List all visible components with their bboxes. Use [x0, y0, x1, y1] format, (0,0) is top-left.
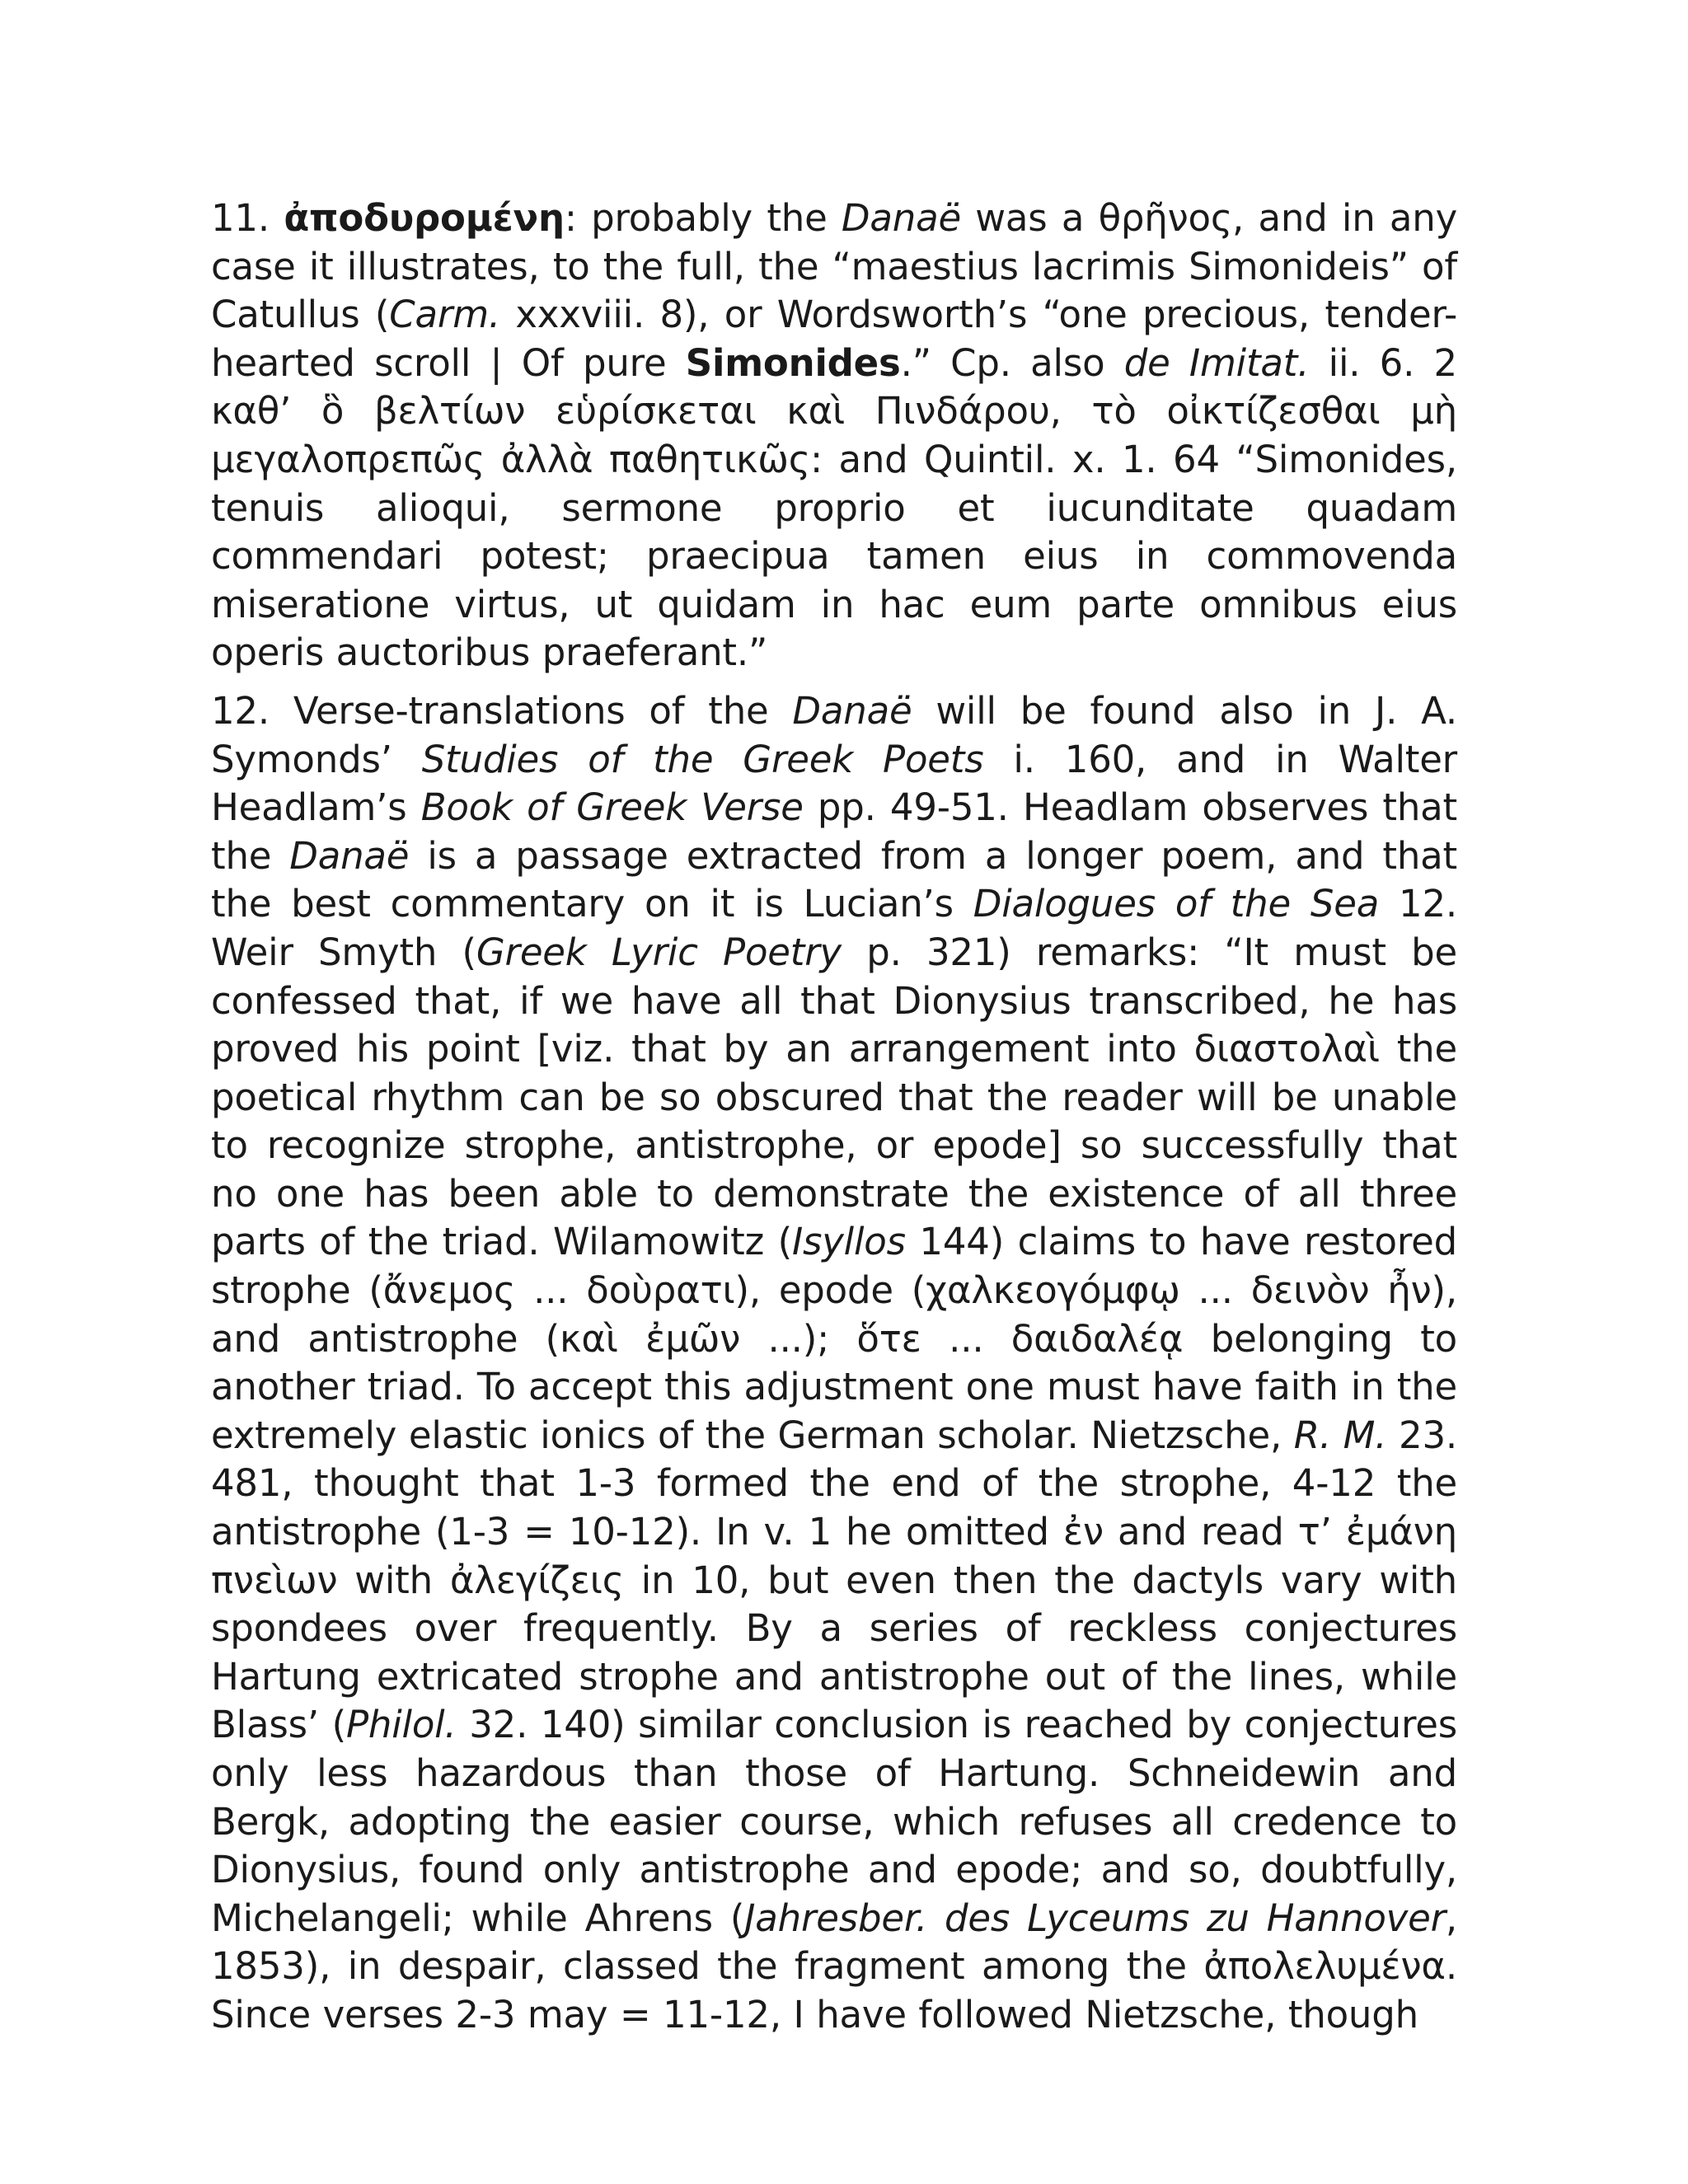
italic-title: Carm. — [389, 293, 500, 337]
italic-title: R. M. — [1293, 1413, 1387, 1457]
note-12-paragraph — [211, 687, 1457, 2040]
italic-title: Jahresber. des Lyceums zu Hannover — [744, 1896, 1446, 1940]
note-text: 144) claims to have restored strophe (ἄνεμος ... δοὺρατι), epode (χαλκεογόμφῳ ... δεινὸν ἦν), and antistrophe (καὶ ἐμῶν ...); ὅτε ... δαιδαλέᾳ belonging to another triad. To accept this adjustment one must have faith in the extremely elastic ionics of the German scholar. Nietzsche, — [211, 1220, 1457, 1457]
note-text: is a passage extracted from a longer poem, and that the best commentary on it is Lucian’s — [211, 833, 1457, 926]
italic-title: de Imitat. — [1123, 340, 1310, 385]
note-text: .” Cp. also — [900, 340, 1124, 385]
note-text: : probably the — [564, 196, 842, 240]
note-text: 12. Verse-translations of the — [211, 688, 793, 733]
note-text: 32. 140) similar conclusion is reached by conjectures only less hazardous than those of Hartung. Schneidewin and Bergk, adopting the easier course, which refuses all credence to Dionysius, found only antistrophe and epode; and so, doubtfully, Michelangeli; while Ahrens ( — [211, 1703, 1458, 1940]
note-text: 23. 481, thought that 1-3 formed the end of the strophe, 4-12 the antistrophe (1-3 = 10-12). In v. 1 he omitted ἐν and read τ’ ἐμάνη πνεὶων with ἀλεγίζεις in 10, but even then the dactyls vary with spondees over frequently. By a series of reckless conjectures Hartung extricated strophe and antistrophe out of the lines, while Blass’ ( — [211, 1413, 1457, 1747]
note-text: i. 160, and in Walter Headlam’s — [211, 737, 1457, 830]
italic-title: Danaë — [792, 688, 912, 733]
italic-title: Dialogues of the Sea — [973, 882, 1380, 926]
italic-title: Book of Greek Verse — [420, 785, 804, 830]
bold-term: Simonides — [685, 340, 901, 385]
note-11-paragraph — [211, 194, 1457, 677]
note-text: , 1853), in despair, classed the fragment among the ἀπολελυμένα. Since verses 2-3 may = 11-12, I have followed Nietzsche, though — [211, 1896, 1457, 2036]
note-text: p. 321) remarks: “It must be confessed that, if we have all that Dionysius transcribed, he has proved his point [viz. that by an arrangement into διαστολαὶ the poetical rhythm can be so obscured that the reader will be unable to recognize strophe, antistrophe, or epode] so successfully that no one has been able to demonstrate the existence of all three parts of the triad. Wilamowitz ( — [211, 930, 1457, 1264]
italic-title: Greek Lyric Poetry — [476, 930, 842, 974]
italic-title: Studies of the Greek Poets — [421, 737, 984, 781]
note-text: pp. 49-51. Headlam observes that the — [211, 785, 1457, 878]
note-text: xxxviii. 8), or Wordsworth’s “one precious, tender-hearted scroll | Of pure — [211, 293, 1457, 385]
note-text: 12. Weir Smyth ( — [211, 882, 1457, 974]
note-text: ii. 6. 2 καθ’ ὃ βελτίων εὑρίσκεται καὶ Πινδάρου, τὸ οἰκτίζεσθαι μὴ μεγαλοπρεπῶς ἀλλὰ παθητικῶς: and Quintil. x. 1. 64 “Simonides, tenuis alioqui, sermone proprio et iucunditate quadam commendari potest; praecipua tamen eius in commovenda miseratione virtus, ut quidam in hac eum parte omnibus eius operis auctoribus praeferant.” — [211, 340, 1457, 675]
note-text: will be found also in J. A. Symonds’ — [211, 688, 1457, 781]
document-page — [211, 194, 1457, 2040]
note-lemma: ἀποδυρομένη — [284, 196, 565, 240]
note-number: 11. — [211, 196, 270, 240]
note-text: was a θρῆνος, and in any case it illustrates, to the full, the “maestius lacrimis Simonideis” of Catullus ( — [211, 196, 1457, 337]
italic-title: Danaë — [289, 833, 410, 878]
italic-title: Danaë — [841, 196, 961, 240]
italic-title: Philol. — [345, 1703, 457, 1747]
italic-title: Isyllos — [791, 1220, 906, 1264]
